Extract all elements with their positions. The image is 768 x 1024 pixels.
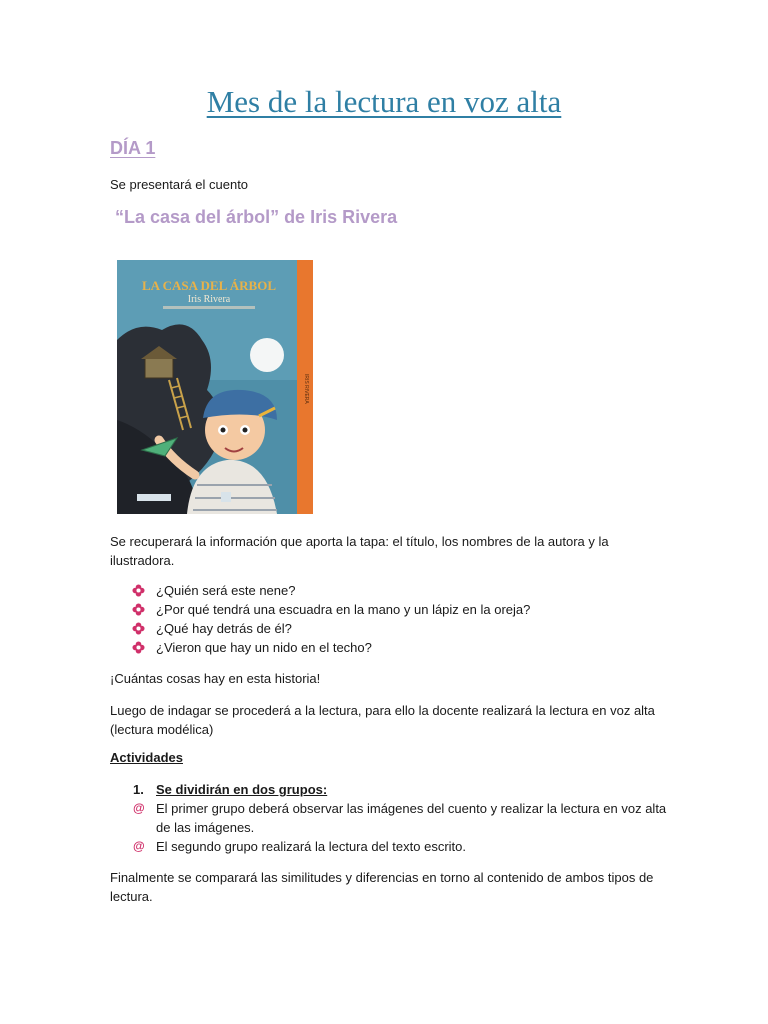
at-bullet-icon: @ [133,801,145,815]
activity-number: 1. [133,782,144,797]
question-text: ¿Quién será este nene? [156,583,296,598]
list-item [130,638,530,657]
question-text: ¿Vieron que hay un nido en el techo? [156,640,372,655]
flower-bullet-icon [132,603,145,616]
groups-list [130,799,670,856]
exclamation-text: ¡Cuántas cosas hay en esta historia! [110,671,321,686]
list-item [130,837,670,856]
book-title: “La casa del árbol” de Iris Rivera [115,207,398,227]
svg-text:IRIS RIVERA: IRIS RIVERA [303,374,309,404]
list-item [130,600,530,619]
list-item [130,799,670,837]
flower-bullet-icon [132,622,145,635]
day-heading: DÍA 1 [110,138,156,158]
paragraph-reading: Luego de indagar se procederá a la lectura, para ello la docente realizará la lectura en voz alta (lectura modélica) [110,703,655,737]
activity-label: Se dividirán en dos grupos: [156,782,328,797]
book-cover-image [117,260,313,514]
question-text: ¿Por qué tendrá una escuadra en la mano y un lápiz en la oreja? [156,602,531,617]
group-text: El primer grupo deberá observar las imágenes del cuento y realizar la lectura en voz alta de las imágenes. [156,801,667,835]
group-text: El segundo grupo realizará la lectura del texto escrito. [156,839,467,854]
questions-list [130,581,530,657]
flower-bullet-icon [132,641,145,654]
flower-bullet-icon [132,584,145,597]
list-item [130,619,530,638]
activities-heading: Actividades [110,750,183,765]
cover-title: LA CASA DEL ÁRBOL [141,278,277,293]
document-title: Mes de la lectura en voz alta [206,84,562,119]
at-bullet-icon: @ [133,839,145,853]
activity-item [133,780,327,799]
conclusion-text: Finalmente se comparará las similitudes y diferencias en torno al contenido de ambos tipos de lectura. [110,870,654,904]
intro-text: Se presentará el cuento [110,177,249,192]
list-item [130,581,530,600]
paragraph-cover-info: Se recuperará la información que aporta la tapa: el título, los nombres de la autora y la ilustradora. [110,534,609,568]
question-text: ¿Qué hay detrás de él? [156,621,292,636]
cover-author: Iris Rivera [187,294,231,305]
